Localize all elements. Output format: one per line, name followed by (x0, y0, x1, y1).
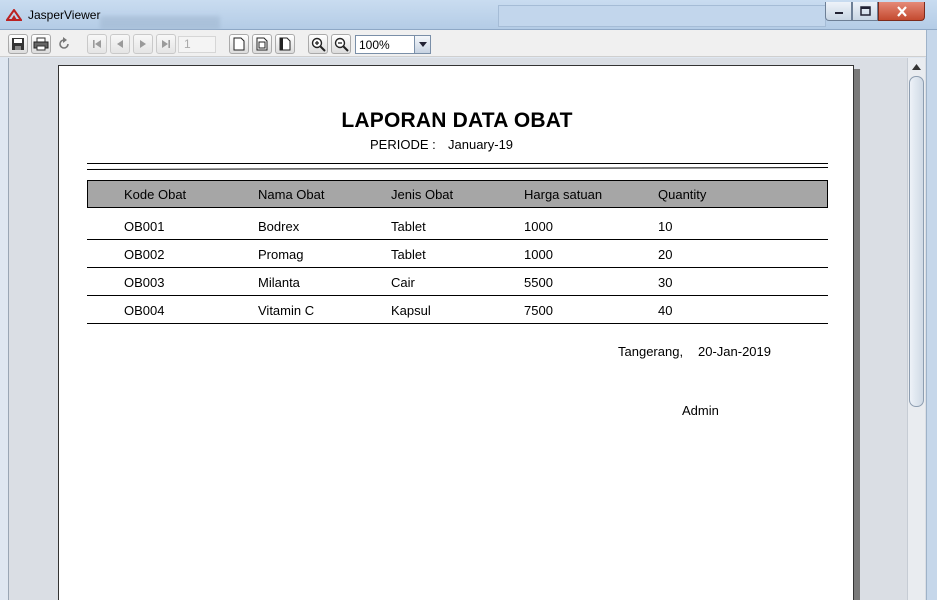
printer-icon (33, 37, 49, 51)
minimize-button[interactable] (825, 2, 852, 21)
cell-code: OB004 (124, 303, 165, 318)
zoom-dropdown-button[interactable] (414, 36, 430, 53)
cell-code: OB001 (124, 219, 165, 234)
close-button[interactable] (878, 2, 925, 21)
table-header (87, 180, 828, 208)
zoom-out-icon (334, 37, 349, 52)
reload-icon (57, 37, 71, 51)
table-row (87, 212, 828, 240)
vertical-scrollbar[interactable] (907, 58, 925, 600)
cell-quantity: 30 (658, 275, 673, 290)
cell-quantity: 40 (658, 303, 673, 318)
first-page-button[interactable] (87, 34, 107, 54)
title-rule-bottom (87, 167, 828, 170)
column-header: Kode Obat (124, 187, 187, 202)
cell-code: OB002 (124, 247, 165, 262)
fit-width-button[interactable] (275, 34, 295, 54)
period-value: January-19 (448, 137, 514, 152)
actual-size-button[interactable] (229, 34, 249, 54)
cell-type: Kapsul (391, 303, 431, 318)
maximize-icon (860, 6, 871, 16)
last-page-icon (160, 38, 172, 50)
report-page (58, 65, 854, 600)
cell-price: 1000 (524, 247, 553, 262)
column-header: Harga satuan (524, 187, 603, 202)
cell-price: 1000 (524, 219, 553, 234)
zoom-in-button[interactable] (308, 34, 328, 54)
report-date: 20-Jan-2019 (698, 344, 771, 359)
page-number-input[interactable]: 1 (178, 36, 216, 53)
place-label: Tangerang, (618, 344, 684, 359)
table-row (87, 296, 828, 324)
first-page-icon (91, 38, 103, 50)
fit-page-button[interactable] (252, 34, 272, 54)
toolbar (0, 30, 937, 57)
background-window-ghost (498, 5, 826, 27)
previous-page-button[interactable] (110, 34, 130, 54)
maximize-button[interactable] (852, 2, 878, 21)
jasper-app-icon (6, 9, 22, 21)
cell-type: Cair (391, 275, 415, 290)
scroll-thumb[interactable] (909, 76, 924, 407)
cell-price: 5500 (524, 275, 553, 290)
cell-type: Tablet (391, 247, 426, 262)
column-header: Nama Obat (258, 187, 325, 202)
save-button[interactable] (8, 34, 28, 54)
title-rule-top (87, 163, 828, 164)
cell-name: Vitamin C (258, 303, 315, 318)
fit-page-icon (256, 37, 268, 51)
cell-quantity: 10 (658, 219, 673, 234)
window-frame-right (926, 30, 937, 600)
scroll-up-button[interactable] (908, 59, 925, 75)
chevron-up-icon (912, 64, 921, 70)
column-header: Quantity (658, 187, 707, 202)
report-title: LAPORAN DATA OBAT (341, 109, 573, 132)
cell-name: Bodrex (258, 219, 300, 234)
cell-name: Milanta (258, 275, 300, 290)
cell-quantity: 20 (658, 247, 673, 262)
cell-price: 7500 (524, 303, 553, 318)
last-page-button[interactable] (156, 34, 176, 54)
previous-page-icon (114, 38, 126, 50)
zoom-in-icon (311, 37, 326, 52)
print-button[interactable] (31, 34, 51, 54)
zoom-out-button[interactable] (331, 34, 351, 54)
table-row (87, 240, 828, 268)
column-header: Jenis Obat (391, 187, 454, 202)
reload-button[interactable] (54, 34, 74, 54)
period-label: PERIODE : (370, 137, 436, 152)
next-page-button[interactable] (133, 34, 153, 54)
title-bar[interactable] (0, 0, 937, 30)
signer-name: Admin (682, 403, 719, 418)
next-page-icon (137, 38, 149, 50)
cell-name: Promag (258, 247, 304, 262)
window-title: JasperViewer (28, 8, 101, 22)
fit-width-icon (279, 37, 291, 51)
background-window-ghost (100, 16, 220, 30)
table-row (87, 268, 828, 296)
cell-type: Tablet (391, 219, 426, 234)
chevron-down-icon (419, 42, 427, 48)
cell-code: OB003 (124, 275, 165, 290)
zoom-select[interactable] (355, 35, 431, 54)
close-icon (896, 6, 908, 17)
zoom-value: 100% (359, 38, 390, 52)
minimize-icon (834, 6, 844, 16)
floppy-save-icon (11, 37, 25, 51)
actual-size-page-icon (233, 37, 245, 51)
